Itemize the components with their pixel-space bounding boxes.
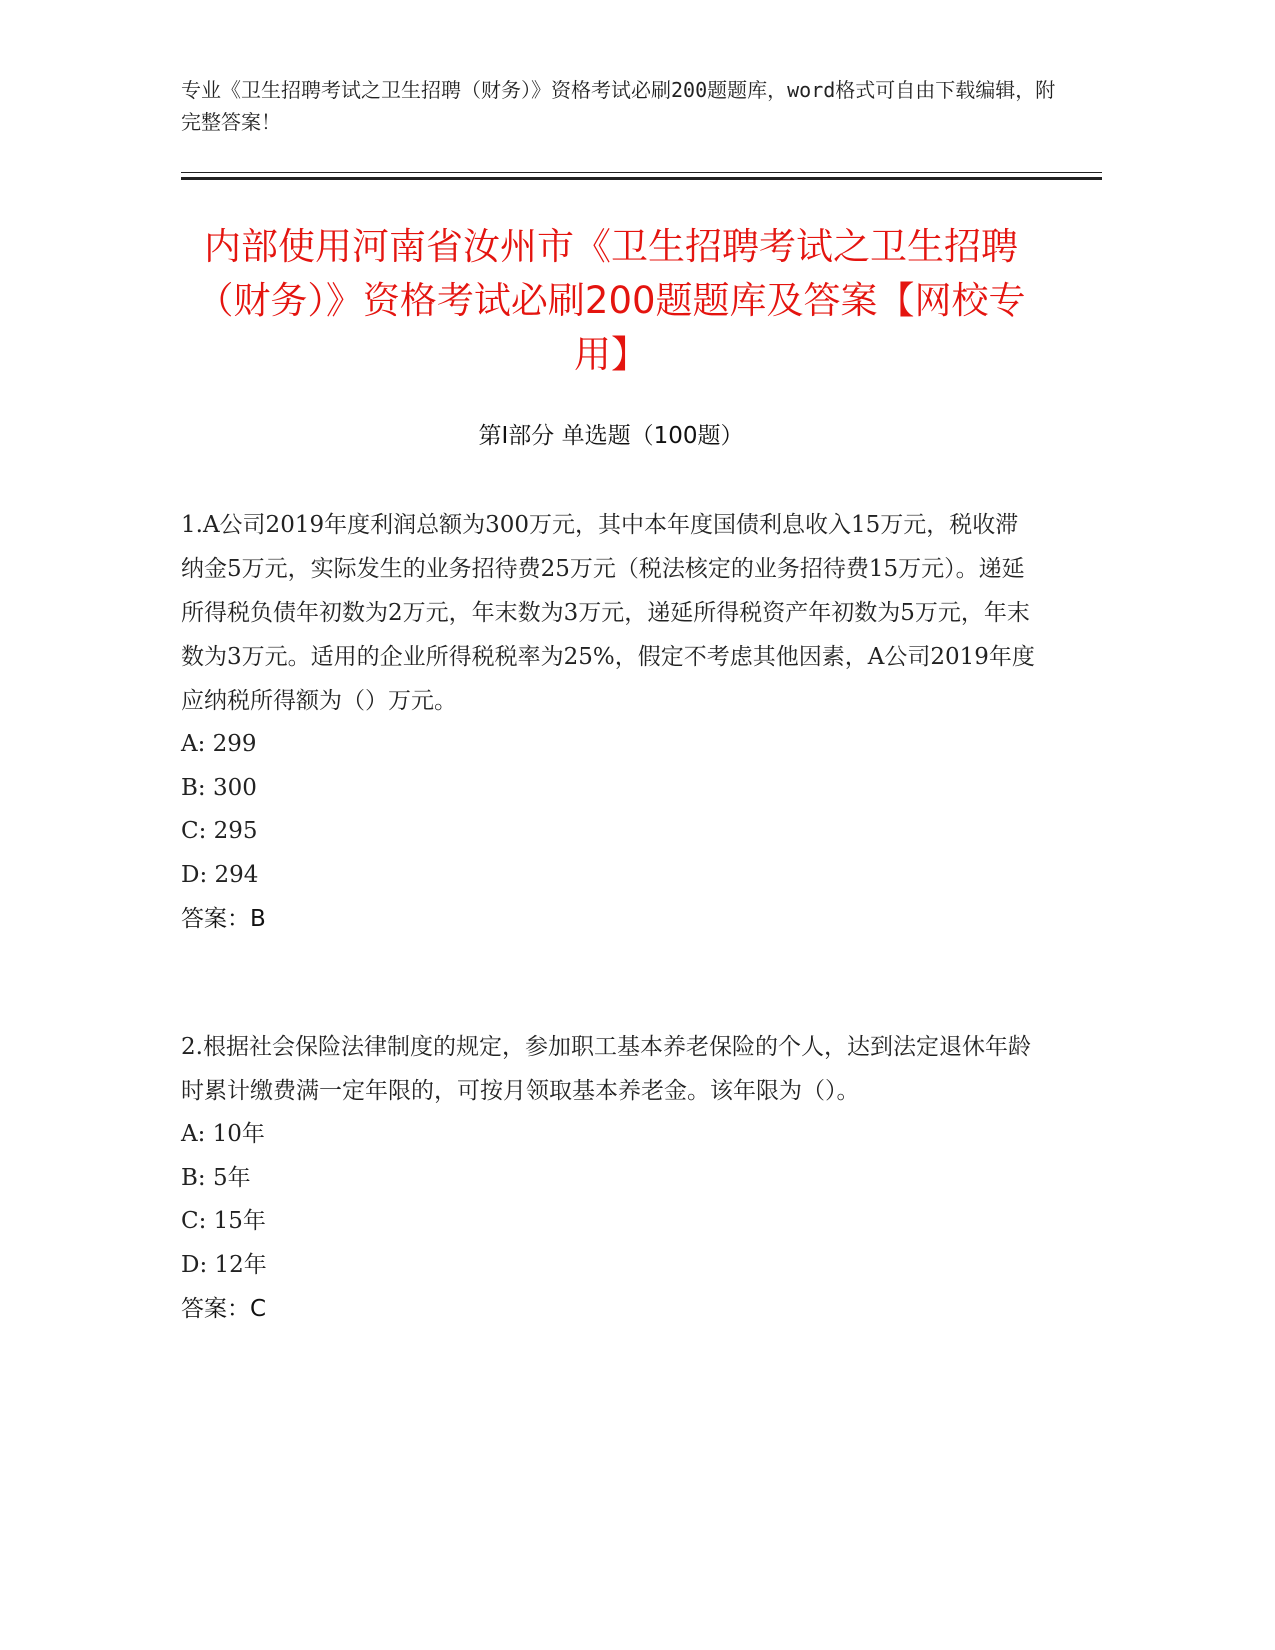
option-c: C: 15年	[181, 1208, 266, 1234]
option-d: D: 12年	[181, 1251, 267, 1278]
question-1	[181, 503, 1041, 941]
option-c: C: 295	[181, 818, 258, 844]
header-divider-thin	[181, 172, 1102, 173]
question-2	[181, 1025, 1041, 1331]
header-note: 专业《卫生招聘考试之卫生招聘（财务）》资格考试必刷200题题库，word格式可自由下载编辑，附完整答案！	[181, 78, 1056, 134]
answer-line: 答案：B	[181, 906, 266, 932]
option-b: B: 5年	[181, 1164, 251, 1191]
section-heading: 第Ⅰ部分 单选题（100题）	[478, 423, 744, 449]
option-a: A: 299	[181, 731, 257, 757]
header-divider-thick	[181, 177, 1102, 180]
question-text: 1.A公司2019年度利润总额为300万元，其中本年度国债利息收入15万元，税收滞纳金5万元，实际发生的业务招待费25万元（税法核定的业务招待费15万元）。递延所得税负债年初数为2万元，年末数为3万元，递延所得税资产年初数为5万元，年末数为3万元。适用的企业所得税税率为25%，假定不考虑其他因素，A公司2019年度应纳税所得额为（）万元。	[181, 512, 1035, 714]
option-a: A: 10年	[181, 1121, 265, 1147]
document-title: 内部使用河南省汝州市《卫生招聘考试之卫生招聘（财务）》资格考试必刷200题题库及答案【网校专用】	[196, 225, 1026, 376]
question-text: 2.根据社会保险法律制度的规定，参加职工基本养老保险的个人，达到法定退休年龄时累计缴费满一定年限的，可按月领取基本养老金。该年限为（）。	[181, 1034, 1031, 1104]
option-d: D: 294	[181, 861, 259, 888]
answer-line: 答案：C	[181, 1296, 267, 1322]
option-b: B: 300	[181, 774, 257, 801]
